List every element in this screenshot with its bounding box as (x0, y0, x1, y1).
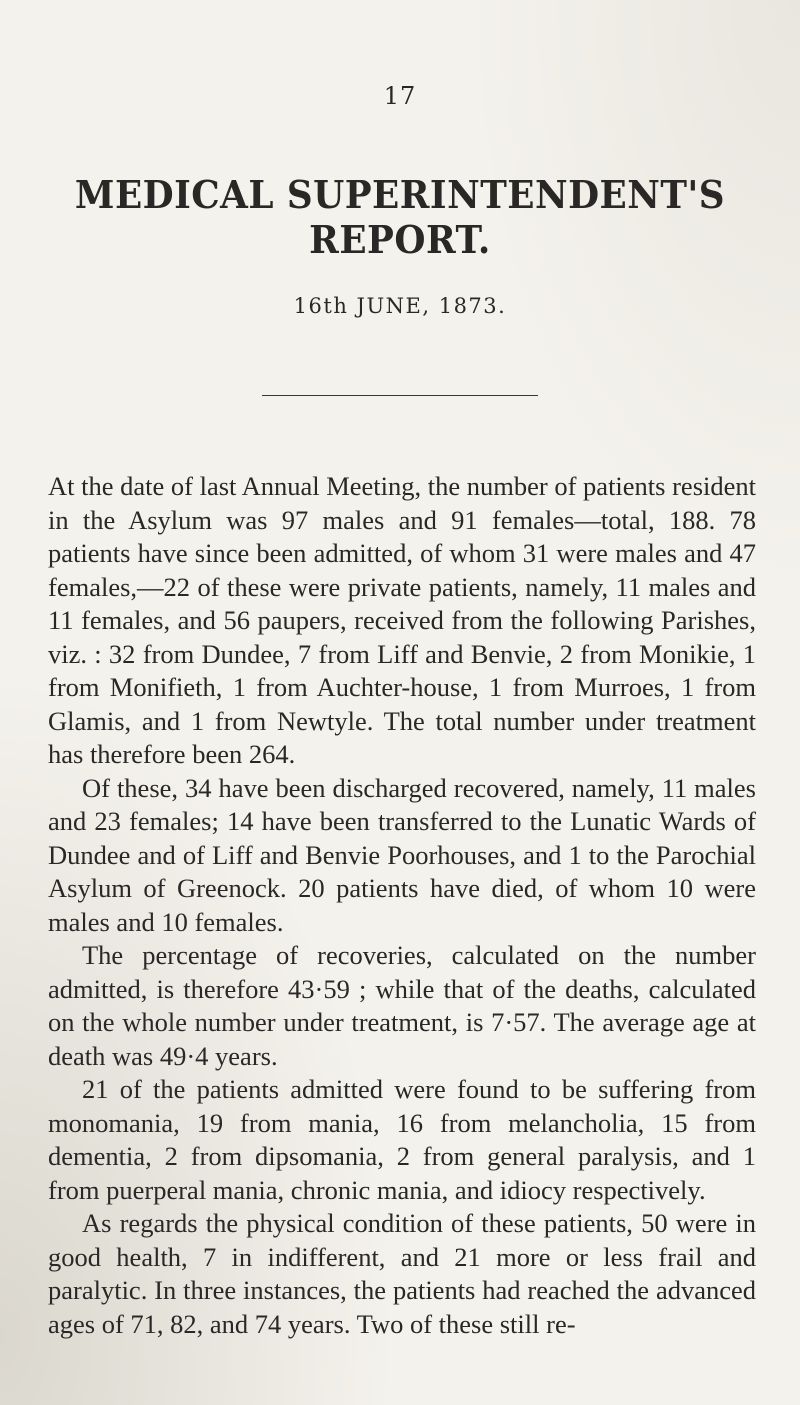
report-title: MEDICAL SUPERINTENDENT'S REPORT. (74, 172, 726, 262)
paragraph-1: At the date of last Annual Meeting, the number of patients resident in the Asylum was 97 males and 91 females—total, 188. 78 patients have since been admitted, of whom 31 were males and 47 females,—22 of these were private patients, namely, 11 males and 11 females, and 56 paupers, received from the following Parishes, viz. : 32 from Dundee, 7 from Liff and Benvie, 2 from Monikie, 1 from Monifieth, 1 from Auchter-house, 1 from Murroes, 1 from Glamis, and 1 from Newtyle. The total number under treatment has therefore been 264. (48, 471, 756, 769)
page-number: 17 (383, 82, 417, 110)
paragraph-4: 21 of the patients admitted were found to be suffering from monomania, 19 from mania, 16 from melancholia, 15 from dementia, 2 from dipsomania, 2 from general paralysis, and 1 from puerperal mania, chronic mania, and idiocy respectively. (48, 1074, 756, 1205)
report-date: 16th JUNE, 1873. (293, 294, 507, 318)
paragraph-3: The percentage of recoveries, calculated on the number admitted, is therefore 43·59 ; while that of the deaths, calculated on the whole number under treatment, is 7·57. The average age at death was 49·4 years. (48, 940, 756, 1071)
report-body (48, 470, 756, 1341)
title-divider (262, 395, 538, 396)
paragraph-2: Of these, 34 have been discharged recovered, namely, 11 males and 23 females; 14 have been transferred to the Lunatic Wards of Dundee and of Liff and Benvie Poorhouses, and 1 to the Parochial Asylum of Greenock. 20 patients have died, of whom 10 were males and 10 females. (48, 772, 756, 937)
paragraph-5: As regards the physical condition of these patients, 50 were in good health, 7 in indifferent, and 21 more or less frail and paralytic. In three instances, the patients had reached the advanced ages of 71, 82, and 74 years. Two of these still re- (48, 1208, 756, 1339)
